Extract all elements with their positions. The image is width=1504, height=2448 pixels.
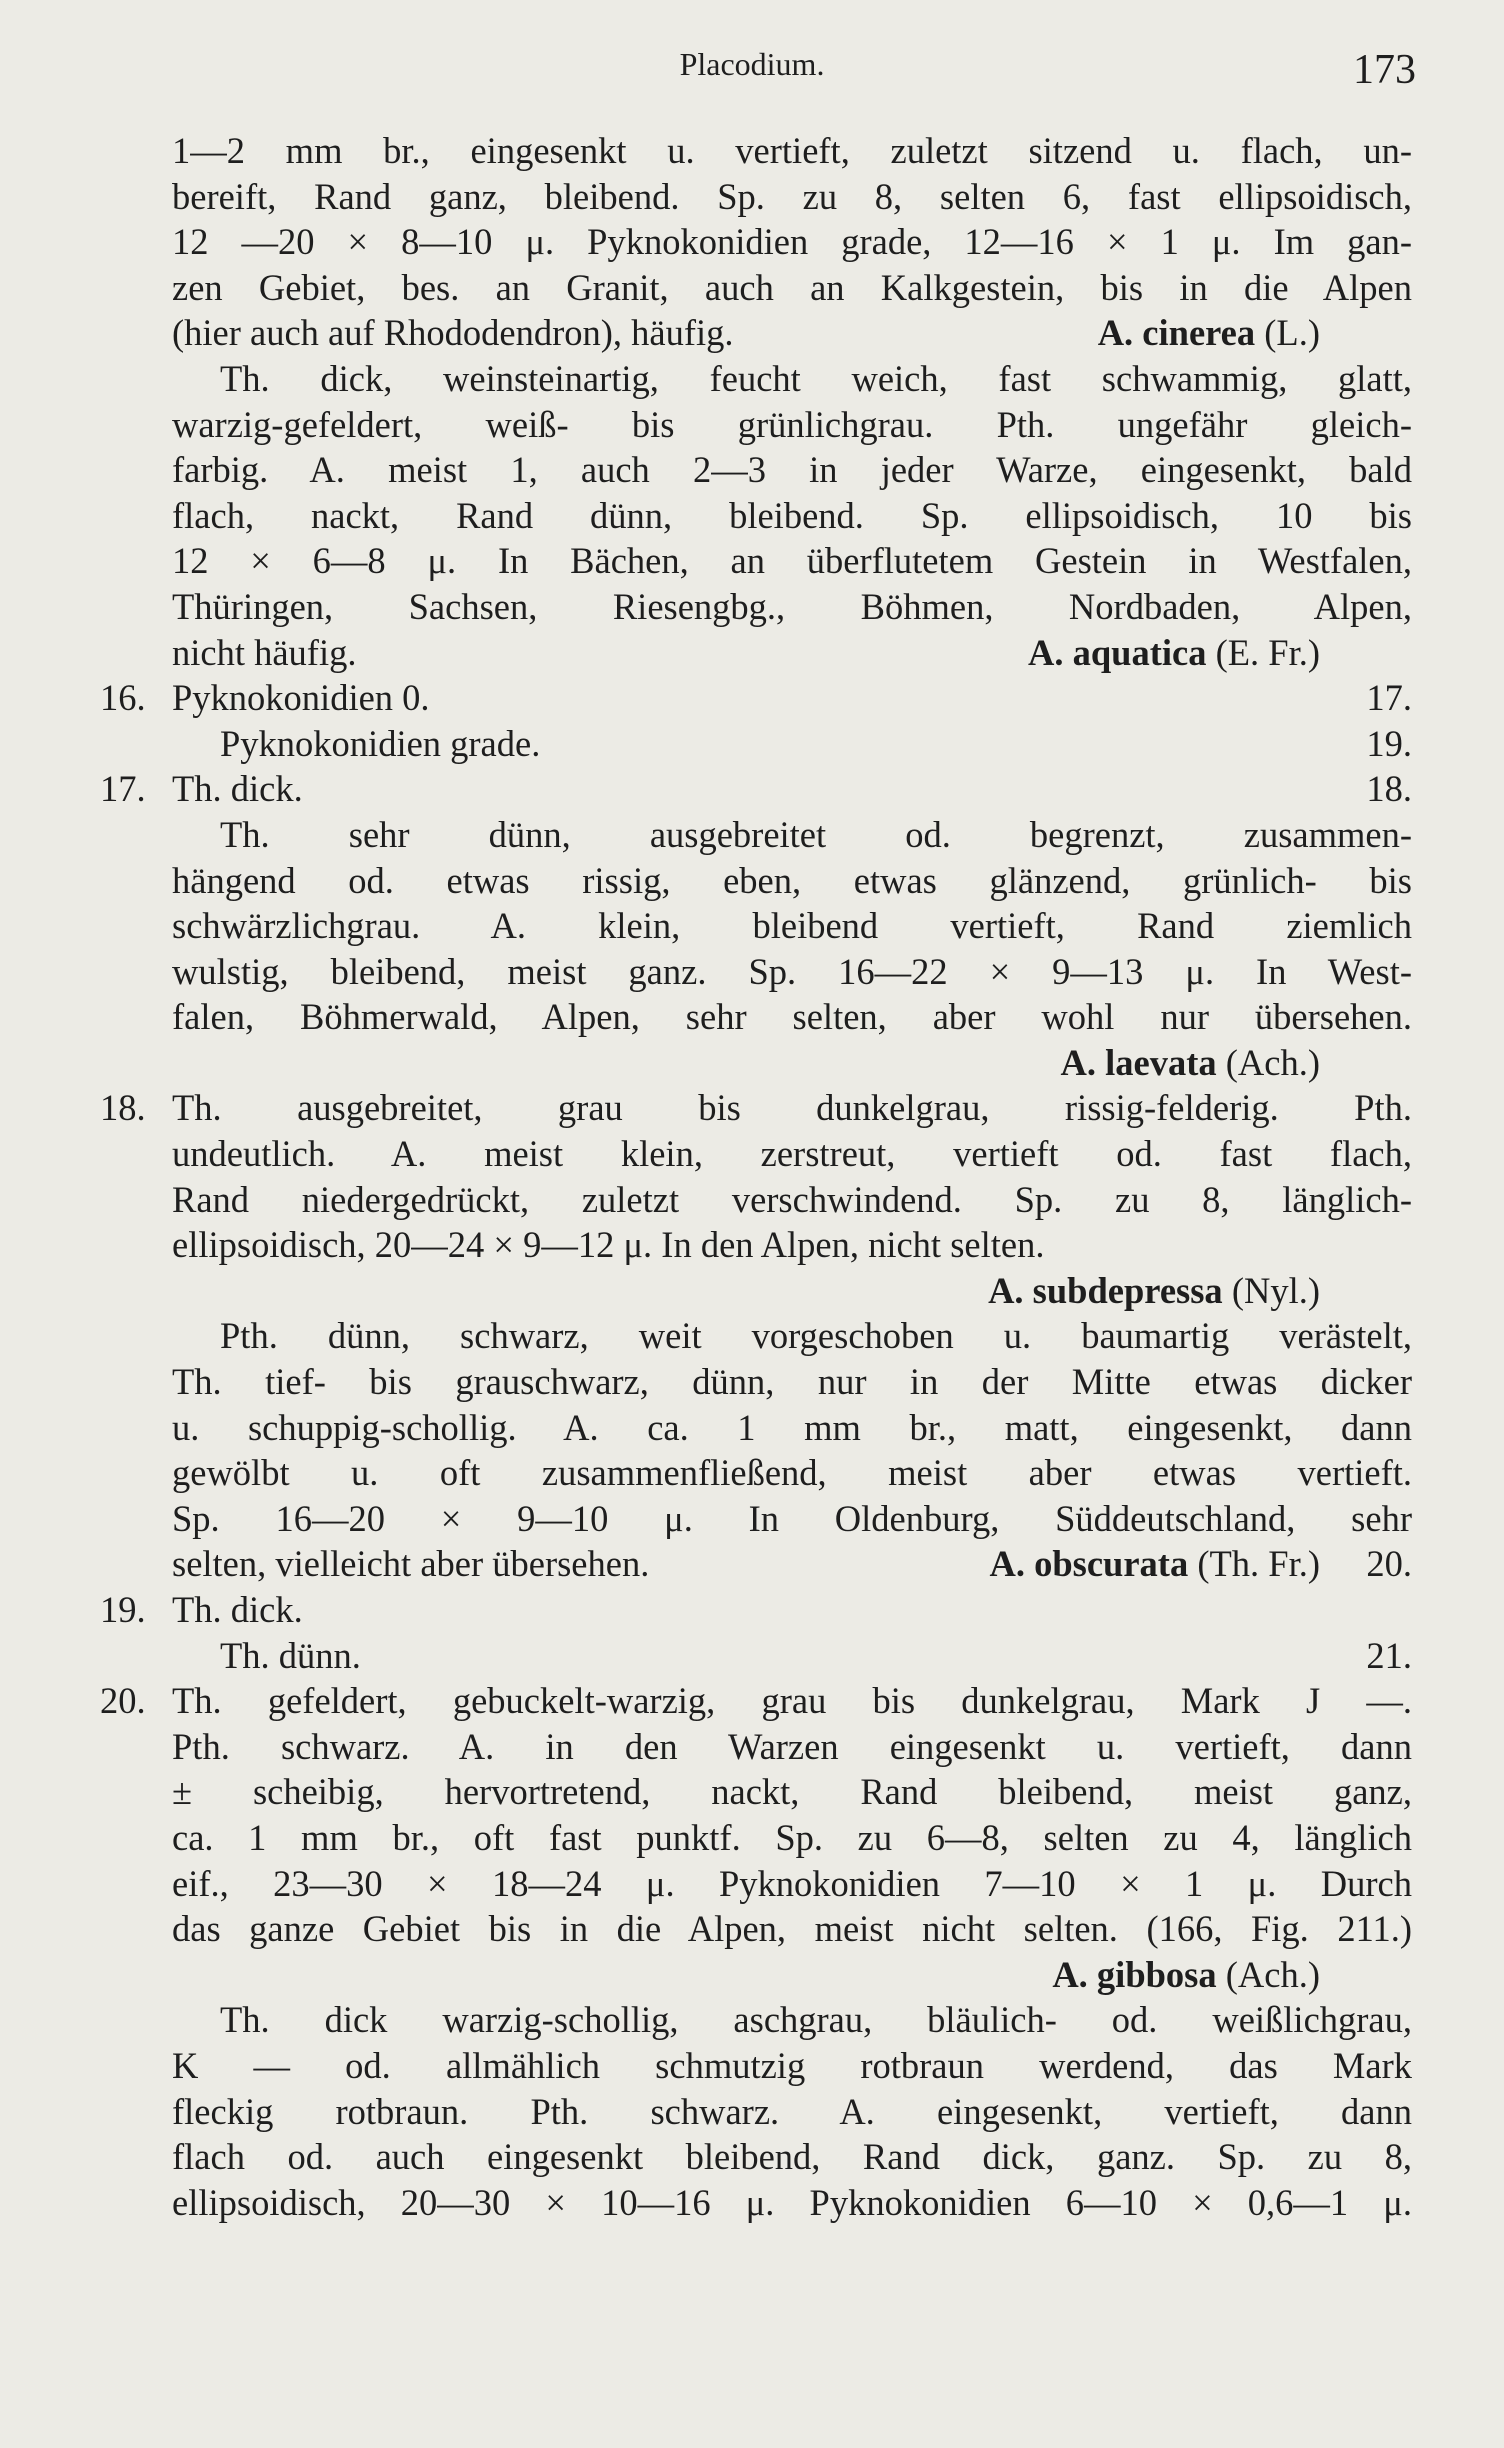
text-line [100, 1769, 1412, 1815]
text-line [100, 2134, 1412, 2180]
species-name: A. obscurata [989, 1543, 1189, 1585]
text-line [100, 949, 1412, 995]
key-number: 16. [100, 677, 146, 719]
line-text: Th. dick warzig-schollig, aschgrau, bläulich- od. weißlichgrau, [220, 1999, 1412, 2041]
key-number: 20. [100, 1680, 146, 1722]
text-line [100, 1997, 1412, 2043]
text-line [100, 1131, 1412, 1177]
text-line [100, 1633, 1412, 1679]
line-text: u. schuppig-schollig. A. ca. 1 mm br., matt, eingesenkt, dann [172, 1406, 1412, 1448]
text-line [100, 1405, 1412, 1451]
line-text: ellipsoidisch, 20—30 × 10—16 μ. Pyknokonidien 6—10 × 0,6—1 μ. [172, 2181, 1412, 2223]
species-citation [1052, 1952, 1320, 1998]
line-text: ca. 1 mm br., oft fast punktf. Sp. zu 6—8, selten zu 4, länglich [172, 1816, 1412, 1858]
line-text: Th. ausgebreitet, grau bis dunkelgrau, rissig-felderig. Pth. [172, 1087, 1412, 1129]
species-name: A. gibbosa [1052, 1953, 1217, 1995]
page-body [100, 128, 1412, 2225]
text-line [100, 1359, 1412, 1405]
line-text: nicht häufig. [172, 631, 357, 673]
text-line [100, 1678, 1412, 1724]
text-line [100, 1313, 1412, 1359]
text-line [100, 1177, 1412, 1223]
line-text: schwärzlichgrau. A. klein, bleibend vertieft, Rand ziemlich [172, 905, 1412, 947]
page-header [0, 46, 1504, 106]
key-reference: 19. [1366, 722, 1412, 764]
species-citation [989, 1541, 1320, 1587]
line-text: Th. dünn. [220, 1634, 361, 1676]
line-text: Pth. dünn, schwarz, weit vorgeschoben u. baumartig verästelt, [220, 1315, 1412, 1357]
key-number: 19. [100, 1589, 146, 1630]
line-text: Th. gefeldert, gebuckelt-warzig, grau bis dunkelgrau, Mark J —. [172, 1680, 1412, 1722]
text-line [100, 1085, 1412, 1131]
text-line [100, 1952, 1412, 1998]
line-text: das ganze Gebiet bis in die Alpen, meist nicht selten. (166, Fig. 211.) [172, 1908, 1412, 1950]
line-text: Pyknokonidien 0. [172, 677, 430, 719]
key-number: 18. [100, 1087, 146, 1129]
text-line [100, 1906, 1412, 1952]
text-line [100, 584, 1412, 630]
species-author: (Th. Fr.) [1188, 1543, 1320, 1585]
line-text: 12 × 6—8 μ. In Bächen, an überflutetem Gestein in Westfalen, [172, 540, 1412, 582]
text-line [100, 402, 1412, 448]
text-line [100, 356, 1412, 402]
text-line [100, 447, 1412, 493]
text-line [100, 675, 1412, 721]
line-text: Thüringen, Sachsen, Riesengbg., Böhmen, Nordbaden, Alpen, [172, 585, 1412, 627]
text-line [100, 858, 1412, 904]
line-text: warzig-gefeldert, weiß- bis grünlichgrau. Pth. ungefähr gleich- [172, 403, 1412, 445]
text-line [100, 2089, 1412, 2135]
text-line [100, 1587, 1412, 1633]
text-line [100, 1815, 1412, 1861]
species-name: A. aquatica [1027, 631, 1207, 673]
text-line [100, 1861, 1412, 1907]
key-number: 17. [100, 768, 146, 810]
species-name: A. subdepressa [988, 1269, 1223, 1311]
text-line [100, 310, 1412, 356]
text-line [100, 538, 1412, 584]
page-number: 173 [1353, 47, 1416, 93]
line-text: bereift, Rand ganz, bleibend. Sp. zu 8, selten 6, fast ellipsoidisch, [172, 175, 1412, 217]
line-text: flach od. auch eingesenkt bleibend, Rand dick, ganz. Sp. zu 8, [172, 2136, 1412, 2178]
line-text: selten, vielleicht aber übersehen. [172, 1543, 650, 1585]
text-line [100, 630, 1412, 676]
text-line [100, 766, 1412, 812]
text-line [100, 903, 1412, 949]
line-text: falen, Böhmerwald, Alpen, sehr selten, aber wohl nur übersehen. [172, 996, 1412, 1038]
text-line [100, 2043, 1412, 2089]
species-citation [988, 1268, 1320, 1314]
text-line [100, 994, 1412, 1040]
line-text: Rand niedergedrückt, zuletzt verschwindend. Sp. zu 8, länglich- [172, 1178, 1412, 1220]
text-line [100, 1268, 1412, 1314]
species-citation [1028, 630, 1320, 676]
line-text: hängend od. etwas rissig, eben, etwas glänzend, grünlich- bis [172, 859, 1412, 901]
line-text: fleckig rotbraun. Pth. schwarz. A. eingesenkt, vertieft, dann [172, 2090, 1412, 2132]
line-text: Th. sehr dünn, ausgebreitet od. begrenzt, zusammen- [220, 813, 1412, 855]
line-text: ellipsoidisch, 20—24 × 9—12 μ. In den Alpen, nicht selten. [172, 1224, 1045, 1266]
text-line [100, 1724, 1412, 1770]
text-line [100, 2180, 1412, 2226]
species-name: A. cinerea [1097, 312, 1256, 354]
running-title: Placodium. [679, 46, 825, 82]
line-text: 12 —20 × 8—10 μ. Pyknokonidien grade, 12—16 × 1 μ. Im gan- [172, 221, 1412, 263]
line-text: Th. tief- bis grauschwarz, dünn, nur in der Mitte etwas dicker [172, 1361, 1412, 1403]
text-line [100, 128, 1412, 174]
line-text: (hier auch auf Rhododendron), häufig. [172, 312, 734, 354]
species-citation [1061, 1040, 1320, 1086]
line-text: Sp. 16—20 × 9—10 μ. In Oldenburg, Süddeutschland, sehr [172, 1497, 1412, 1539]
line-text: undeutlich. A. meist klein, zerstreut, vertieft od. fast flach, [172, 1133, 1412, 1175]
text-line [100, 1222, 1412, 1268]
text-line [100, 1541, 1412, 1587]
line-text: ± scheibig, hervortretend, nackt, Rand bleibend, meist ganz, [172, 1771, 1412, 1813]
line-text: Pyknokonidien grade. [220, 722, 541, 764]
line-text: K — od. allmählich schmutzig rotbraun werdend, das Mark [172, 2044, 1412, 2086]
line-text: Th. dick, weinsteinartig, feucht weich, fast schwammig, glatt, [220, 357, 1412, 399]
line-text: gewölbt u. oft zusammenfließend, meist aber etwas vertieft. [172, 1452, 1412, 1494]
line-text: wulstig, bleibend, meist ganz. Sp. 16—22 × 9—13 μ. In West- [172, 950, 1412, 992]
line-text: Th. dick. [172, 768, 303, 810]
line-text: Th. dick. [172, 1589, 303, 1630]
text-line [100, 721, 1412, 767]
line-text: eif., 23—30 × 18—24 μ. Pyknokonidien 7—10 × 1 μ. Durch [172, 1862, 1412, 1904]
key-reference: 21. [1366, 1634, 1412, 1676]
species-author: (E. Fr.) [1206, 631, 1320, 673]
text-line [100, 1496, 1412, 1542]
species-citation [1098, 310, 1320, 356]
text-line [100, 265, 1412, 311]
species-author: (Nyl.) [1222, 1269, 1320, 1311]
key-reference: 18. [1366, 768, 1412, 810]
text-line [100, 1040, 1412, 1086]
text-line [100, 174, 1412, 220]
key-reference: 20. [1366, 1543, 1412, 1585]
text-line [100, 493, 1412, 539]
line-text: Pth. schwarz. A. in den Warzen eingesenkt u. vertieft, dann [172, 1725, 1412, 1767]
species-author: (Ach.) [1216, 1953, 1320, 1995]
line-text: farbig. A. meist 1, auch 2—3 in jeder Warze, eingesenkt, bald [172, 449, 1412, 491]
line-text: 1—2 mm br., eingesenkt u. vertieft, zuletzt sitzend u. flach, un- [172, 130, 1412, 171]
key-reference: 17. [1366, 677, 1412, 719]
text-line [100, 219, 1412, 265]
line-text: flach, nackt, Rand dünn, bleibend. Sp. ellipsoidisch, 10 bis [172, 494, 1412, 536]
species-author: (Ach.) [1216, 1041, 1320, 1083]
species-name: A. laevata [1060, 1041, 1217, 1083]
text-line [100, 812, 1412, 858]
species-author: (L.) [1255, 312, 1320, 354]
line-text: zen Gebiet, bes. an Granit, auch an Kalkgestein, bis in die Alpen [172, 266, 1412, 308]
text-line [100, 1450, 1412, 1496]
